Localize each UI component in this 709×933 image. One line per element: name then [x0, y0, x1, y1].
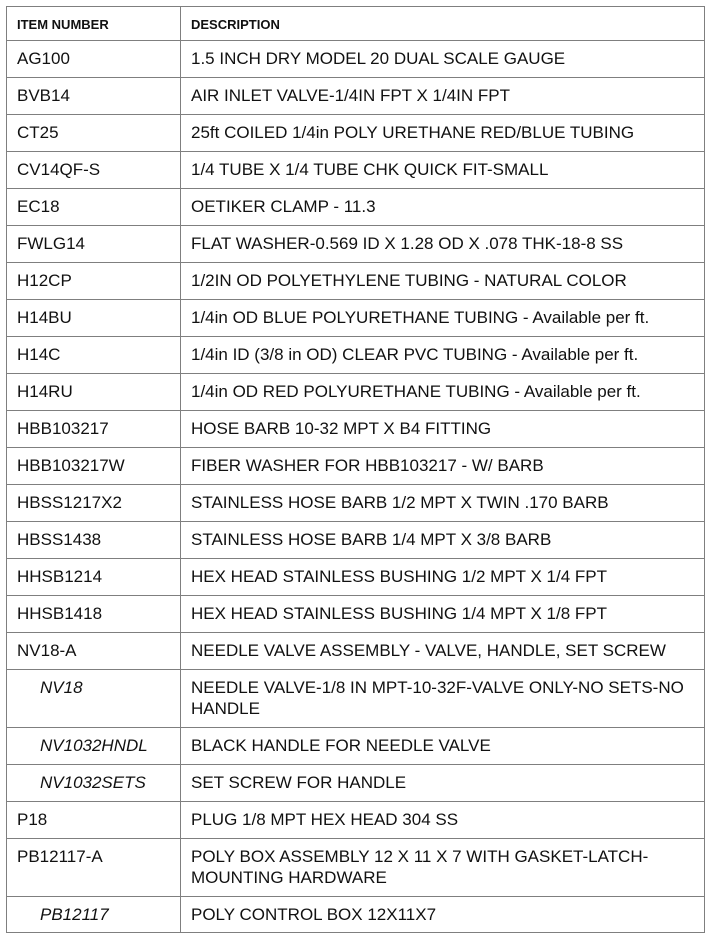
subitem-number-cell: NV18 [7, 670, 181, 728]
description-cell: OETIKER CLAMP - 11.3 [181, 189, 705, 226]
description-cell: 1/2IN OD POLYETHYLENE TUBING - NATURAL COLOR [181, 263, 705, 300]
table-row [7, 152, 705, 189]
item-number-cell: FWLG14 [7, 226, 181, 263]
item-number-cell: CV14QF-S [7, 152, 181, 189]
subitem-number-cell: PB12117 [7, 897, 181, 933]
description-cell: 1.5 INCH DRY MODEL 20 DUAL SCALE GAUGE [181, 41, 705, 78]
item-number-cell: H14C [7, 337, 181, 374]
table-row [7, 559, 705, 596]
item-number-cell: H12CP [7, 263, 181, 300]
description-cell: HEX HEAD STAINLESS BUSHING 1/4 MPT X 1/8 FPT [181, 596, 705, 633]
table-row [7, 41, 705, 78]
item-number-cell: H14RU [7, 374, 181, 411]
item-number-cell: HBSS1438 [7, 522, 181, 559]
item-number-cell: H14BU [7, 300, 181, 337]
item-number-cell: NV18-A [7, 633, 181, 670]
table-row [7, 522, 705, 559]
description-cell: STAINLESS HOSE BARB 1/2 MPT X TWIN .170 BARB [181, 485, 705, 522]
table-row [7, 374, 705, 411]
table-row [7, 226, 705, 263]
item-number-header: ITEM NUMBER [7, 7, 181, 41]
item-number-cell: CT25 [7, 115, 181, 152]
description-cell: 1/4in OD RED POLYURETHANE TUBING - Available per ft. [181, 374, 705, 411]
table-row [7, 802, 705, 839]
description-cell: NEEDLE VALVE ASSEMBLY - VALVE, HANDLE, SET SCREW [181, 633, 705, 670]
description-cell: 1/4in OD BLUE POLYURETHANE TUBING - Available per ft. [181, 300, 705, 337]
item-number-cell: BVB14 [7, 78, 181, 115]
description-cell: 1/4 TUBE X 1/4 TUBE CHK QUICK FIT-SMALL [181, 152, 705, 189]
table-row [7, 263, 705, 300]
table-row-subitem [7, 670, 705, 728]
parts-table-container [6, 6, 705, 933]
table-row [7, 189, 705, 226]
header-row [7, 7, 705, 41]
description-cell: POLY CONTROL BOX 12X11X7 [181, 897, 705, 933]
description-cell: SET SCREW FOR HANDLE [181, 765, 705, 802]
subitem-number-cell: NV1032SETS [7, 765, 181, 802]
table-row [7, 300, 705, 337]
table-row [7, 596, 705, 633]
subitem-number-cell: NV1032HNDL [7, 728, 181, 765]
parts-table [6, 6, 705, 933]
table-row [7, 448, 705, 485]
table-row [7, 115, 705, 152]
description-cell: FLAT WASHER-0.569 ID X 1.28 OD X .078 THK-18-8 SS [181, 226, 705, 263]
description-cell: 1/4in ID (3/8 in OD) CLEAR PVC TUBING - Available per ft. [181, 337, 705, 374]
table-row [7, 839, 705, 897]
description-cell: STAINLESS HOSE BARB 1/4 MPT X 3/8 BARB [181, 522, 705, 559]
description-cell: 25ft COILED 1/4in POLY URETHANE RED/BLUE TUBING [181, 115, 705, 152]
table-row-subitem [7, 897, 705, 933]
description-cell: HOSE BARB 10-32 MPT X B4 FITTING [181, 411, 705, 448]
item-number-cell: HHSB1418 [7, 596, 181, 633]
item-number-cell: P18 [7, 802, 181, 839]
item-number-cell: AG100 [7, 41, 181, 78]
table-row [7, 485, 705, 522]
description-cell: BLACK HANDLE FOR NEEDLE VALVE [181, 728, 705, 765]
table-row [7, 633, 705, 670]
table-row [7, 411, 705, 448]
description-cell: HEX HEAD STAINLESS BUSHING 1/2 MPT X 1/4 FPT [181, 559, 705, 596]
description-header: DESCRIPTION [181, 7, 705, 41]
table-row-subitem [7, 765, 705, 802]
table-row [7, 78, 705, 115]
description-cell: AIR INLET VALVE-1/4IN FPT X 1/4IN FPT [181, 78, 705, 115]
table-row [7, 337, 705, 374]
item-number-cell: HHSB1214 [7, 559, 181, 596]
item-number-cell: HBB103217 [7, 411, 181, 448]
description-cell: POLY BOX ASSEMBLY 12 X 11 X 7 WITH GASKET-LATCH-MOUNTING HARDWARE [181, 839, 705, 897]
item-number-cell: HBSS1217X2 [7, 485, 181, 522]
description-cell: FIBER WASHER FOR HBB103217 - W/ BARB [181, 448, 705, 485]
table-row-subitem [7, 728, 705, 765]
item-number-cell: HBB103217W [7, 448, 181, 485]
item-number-cell: EC18 [7, 189, 181, 226]
item-number-cell: PB12117-A [7, 839, 181, 897]
description-cell: NEEDLE VALVE-1/8 IN MPT-10-32F-VALVE ONLY-NO SETS-NO HANDLE [181, 670, 705, 728]
description-cell: PLUG 1/8 MPT HEX HEAD 304 SS [181, 802, 705, 839]
